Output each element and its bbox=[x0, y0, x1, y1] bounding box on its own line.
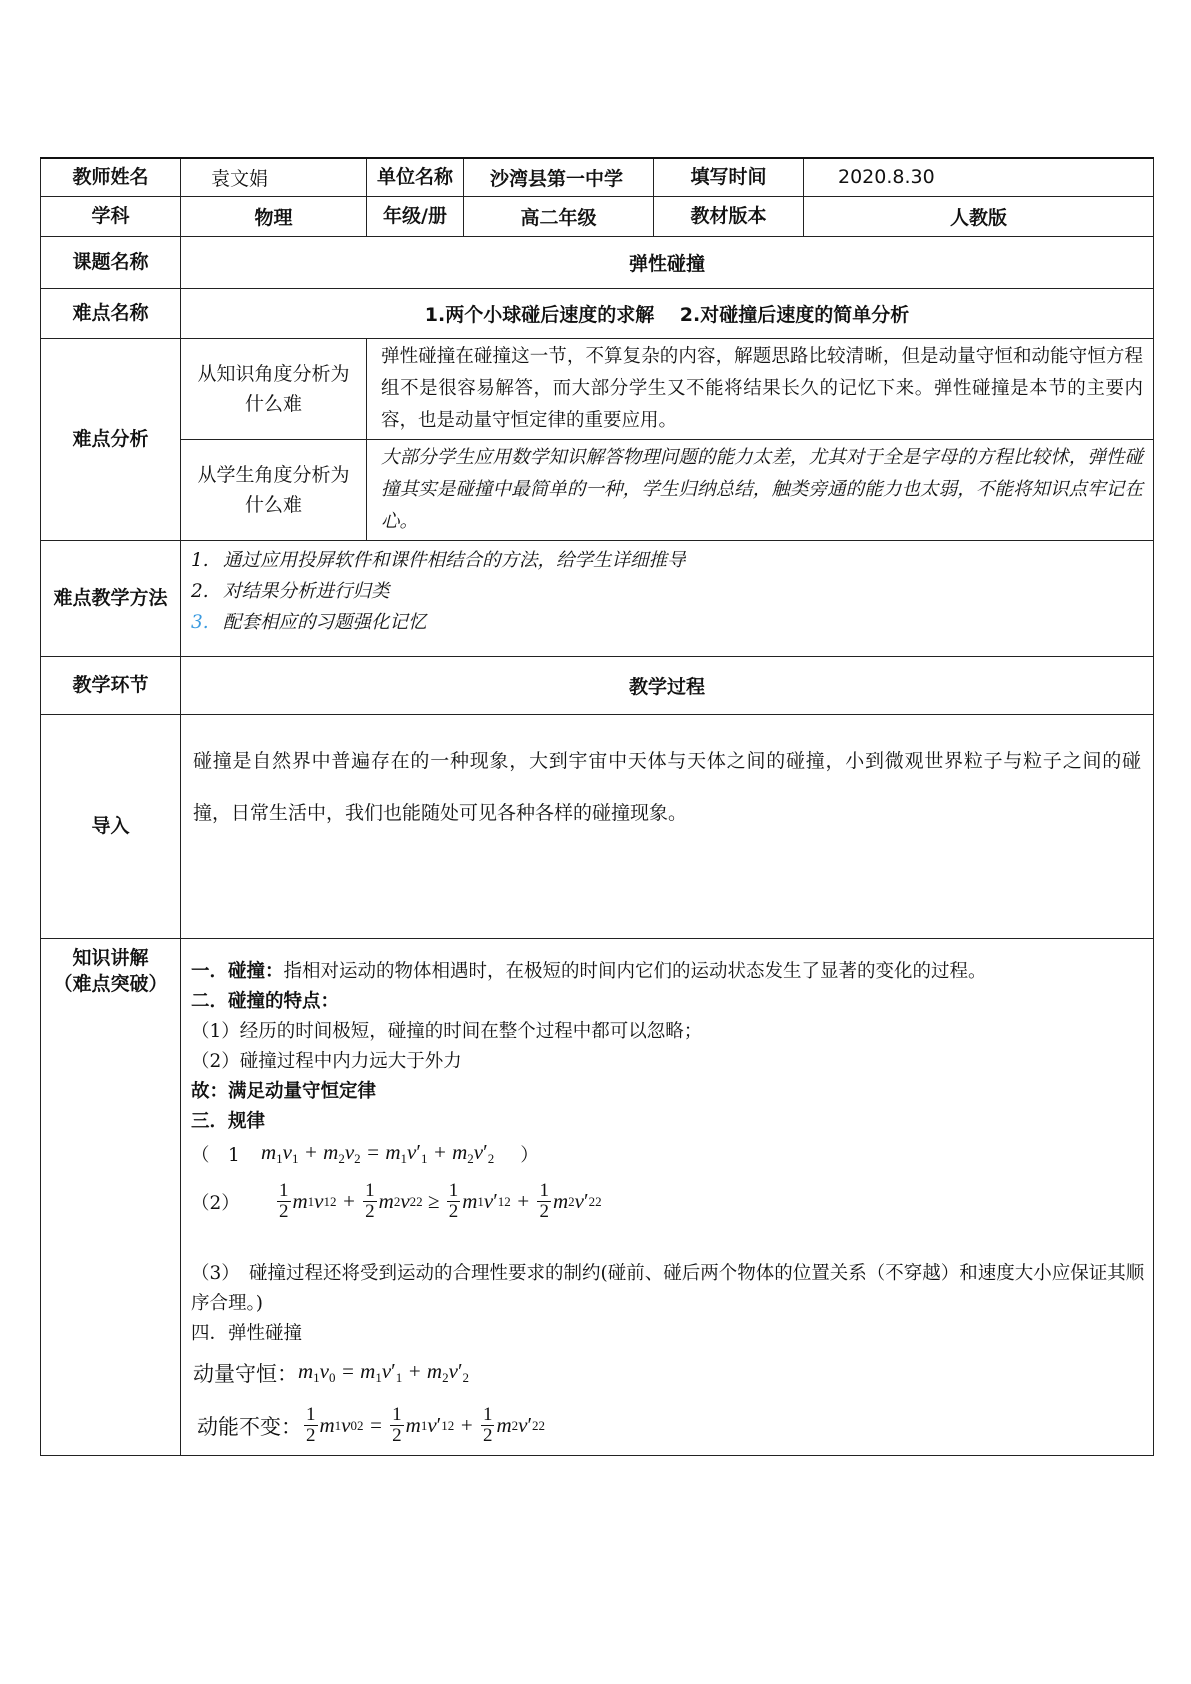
difficulty-label: 难点名称 bbox=[41, 288, 181, 338]
method-item bbox=[191, 545, 1143, 576]
knowledge-label-line2: （难点突破） bbox=[53, 972, 168, 995]
knowledge-label-line1: 知识讲解 bbox=[72, 946, 149, 969]
knowledge-content bbox=[181, 938, 1154, 1455]
knowledge-label bbox=[41, 938, 181, 1455]
stage-label: 教学环节 bbox=[41, 656, 181, 714]
knowledge-angle-text: 弹性碰撞在碰撞这一节，不算复杂的内容，解题思路比较清晰，但是动量守恒和动能守恒方程组不是很容易解答，而大部分学生又不能将结果长久的记忆下来。弹性碰撞是本节的主要内容，也是动量守恒定律的重要应用。 bbox=[367, 338, 1154, 439]
subject-label: 学科 bbox=[41, 196, 181, 236]
date-value: 2020.8.30 bbox=[804, 158, 1154, 196]
process-header-row bbox=[41, 656, 1154, 714]
intro-label: 导入 bbox=[41, 714, 181, 938]
energy-conservation-line bbox=[191, 1397, 1145, 1455]
section-4-heading: 四．弹性碰撞 bbox=[191, 1322, 303, 1344]
section-collision-definition bbox=[191, 957, 1145, 987]
feature-2: （2）碰撞过程中内力远大于外力 bbox=[191, 1050, 462, 1072]
method-item bbox=[191, 576, 1143, 607]
method-item-text: 配套相应的习题强化记忆 bbox=[223, 611, 427, 633]
momentum-label: 动量守恒： bbox=[193, 1361, 298, 1386]
topic-row bbox=[41, 236, 1154, 288]
method-item-number: 1. bbox=[191, 549, 209, 571]
rule-3-text: （3） 碰撞过程还将受到运动的合理性要求的制约(碰前、碰后两个物体的位置关系（不穿越）和速度大小应保证其顺序合理。) bbox=[191, 1262, 1145, 1314]
method-row bbox=[41, 540, 1154, 656]
energy-label: 动能不变： bbox=[197, 1414, 302, 1439]
subject-value: 物理 bbox=[181, 196, 367, 236]
section-1-heading: 一．碰撞： bbox=[191, 960, 284, 982]
method-item-number: 3. bbox=[191, 611, 209, 633]
student-angle-label: 从学生角度分析为什么难 bbox=[181, 439, 367, 540]
momentum-conservation-line bbox=[191, 1349, 1145, 1397]
method-item-number: 2. bbox=[191, 580, 209, 602]
difficulty-row bbox=[41, 288, 1154, 338]
rule-2-label: （2） bbox=[191, 1192, 240, 1214]
analysis-row-knowledge bbox=[41, 338, 1154, 439]
lesson-plan-table bbox=[40, 157, 1154, 1456]
grade-value: 高二年级 bbox=[464, 196, 654, 236]
edition-value: 人教版 bbox=[804, 196, 1154, 236]
analysis-label: 难点分析 bbox=[41, 338, 181, 540]
knowledge-row bbox=[41, 938, 1154, 1455]
grade-label: 年级/册 bbox=[367, 196, 464, 236]
student-angle-text: 大部分学生应用数学知识解答物理问题的能力太差，尤其对于全是字母的方程比较怵，弹性碰撞其实是碰撞中最简单的一种，学生归纳总结，触类旁通的能力也太弱，不能将知识点牢记在心。 bbox=[367, 439, 1154, 540]
feature-1: （1）经历的时间极短，碰撞的时间在整个过程中都可以忽略； bbox=[191, 1020, 703, 1042]
energy-formula: $\frac{1}{2}$ m 1 v 0 2 = $\frac{1}{2}$ m 1 v ′ 1 2 + $\frac{1}{2}$ m 2 v ′ 2 2 bbox=[306, 1404, 546, 1446]
date-label: 填写时间 bbox=[654, 158, 804, 196]
section-2-heading: 二．碰撞的特点： bbox=[191, 990, 340, 1012]
energy-inequality-formula: $\frac{1}{2}$ m 1 v 1 2 + $\frac{1}{2}$ m 2 v 2 2 ≥ $\frac{1}{2}$ m 1 v ′ 1 2 + $\frac{1}{2}$ m 2 v ′ 2 2 bbox=[279, 1180, 602, 1222]
edition-label: 教材版本 bbox=[654, 196, 804, 236]
momentum-inequality-formula: $m_1v_1 + m_2v_2 = m_1v'_1 + m_2v'_2$ bbox=[261, 1140, 495, 1166]
teacher-value: 袁文娟 bbox=[181, 158, 367, 196]
intro-text: 碰撞是自然界中普遍存在的一种现象，大到宇宙中天体与天体之间的碰撞，小到微观世界粒子与粒子之间的碰撞，日常生活中，我们也能随处可见各种各样的碰撞现象。 bbox=[181, 714, 1154, 938]
conclusion: 故：满足动量守恒定律 bbox=[191, 1080, 377, 1102]
unit-value: 沙湾县第一中学 bbox=[464, 158, 654, 196]
header-row-1 bbox=[41, 158, 1154, 196]
rule-1-close: ） bbox=[520, 1144, 539, 1166]
section-1-text: 指相对运动的物体相遇时，在极短的时间内它们的运动状态发生了显著的变化的过程。 bbox=[283, 960, 987, 982]
analysis-row-student bbox=[41, 439, 1154, 540]
header-row-2 bbox=[41, 196, 1154, 236]
topic-label: 课题名称 bbox=[41, 236, 181, 288]
topic-value: 弹性碰撞 bbox=[181, 236, 1154, 288]
section-3-heading: 三．规律 bbox=[191, 1110, 266, 1132]
rule-1-equation bbox=[191, 1137, 1145, 1171]
knowledge-angle-label: 从知识角度分析为什么难 bbox=[181, 338, 367, 439]
method-label: 难点教学方法 bbox=[41, 540, 181, 656]
difficulty-value: 1.两个小球碰后速度的求解 2.对碰撞后速度的简单分析 bbox=[181, 288, 1154, 338]
method-item-text: 通过应用投屏软件和课件相结合的方法，给学生详细推导 bbox=[223, 549, 686, 571]
method-list bbox=[181, 540, 1154, 656]
process-label: 教学过程 bbox=[181, 656, 1154, 714]
rule-2-equation bbox=[191, 1171, 1145, 1233]
intro-row bbox=[41, 714, 1154, 938]
momentum-formula: $m_1v_0 = m_1v'_1 + m_2v'_2$ bbox=[298, 1359, 470, 1385]
rule-1-open: （ 1 bbox=[191, 1144, 240, 1166]
teacher-label: 教师姓名 bbox=[41, 158, 181, 196]
method-item-text: 对结果分析进行归类 bbox=[223, 580, 390, 602]
unit-label: 单位名称 bbox=[367, 158, 464, 196]
method-item bbox=[191, 607, 1143, 638]
